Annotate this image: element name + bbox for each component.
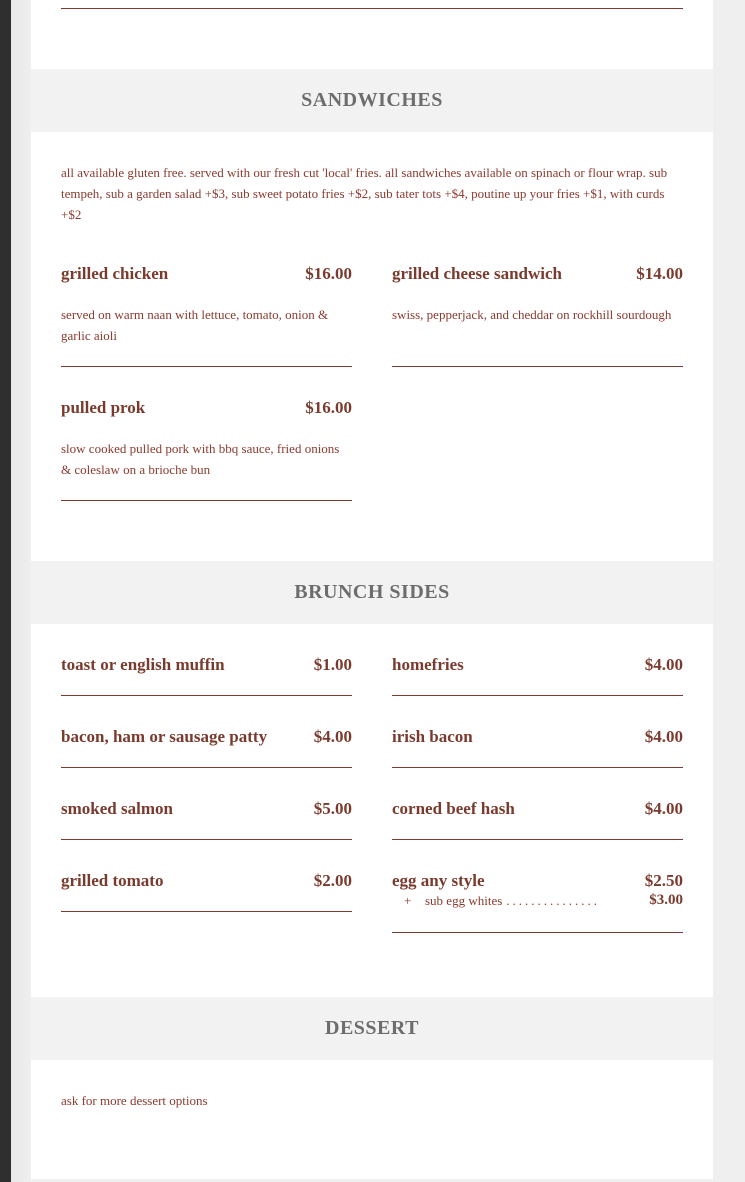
menu-item-name: bacon, ham or sausage patty [61, 727, 268, 746]
menu-item-price: $16.00 [305, 398, 352, 417]
divider [61, 767, 352, 768]
option-leader-dots: ............... [506, 893, 601, 908]
menu-item-name: toast or english muffin [61, 655, 225, 674]
sandwiches-note: all available gluten free. served with our fresh cut 'local' fries. all sandwiches available on spinach or flour wrap. sub tempeh, sub a garden salad +$3, sub sweet potato fries +$2, sub tater tots +$4, poutine up your fries +$1, with curds +$2 [61, 165, 668, 222]
option-price: $3.00 [649, 892, 683, 908]
section-header-dessert [31, 997, 713, 1060]
menu-item-price: $2.50 [644, 871, 683, 890]
menu-item-price: $14.00 [636, 264, 683, 283]
divider [61, 695, 352, 696]
section-title-sandwiches: SANDWICHES [301, 89, 443, 111]
left-edge [0, 0, 11, 1182]
menu-item-description: served on warm naan with lettuce, tomato, onion & garlic aioli [61, 307, 329, 343]
section-title-brunch-sides: BRUNCH SIDES [294, 581, 450, 603]
section-header-brunch-sides [31, 561, 713, 624]
menu-item-name: corned beef hash [392, 799, 515, 818]
divider [61, 8, 683, 9]
menu-item-price: $4.00 [313, 727, 352, 746]
previous-section-card [31, 0, 713, 69]
divider [392, 366, 683, 367]
divider [392, 767, 683, 768]
menu-item-price: $4.00 [644, 655, 683, 674]
divider [61, 500, 352, 501]
menu-item-description: slow cooked pulled pork with bbq sauce, fried onions & coleslaw on a brioche bun [61, 441, 340, 477]
menu-item-name: pulled prok [61, 398, 146, 417]
menu-item-price: $1.00 [313, 655, 352, 674]
menu-item-description: swiss, pepperjack, and cheddar on rockhill sourdough [392, 307, 672, 322]
menu-item-price: $4.00 [644, 727, 683, 746]
dessert-card [31, 1060, 713, 1179]
menu-item-name: grilled tomato [61, 871, 164, 890]
menu-item-price: $4.00 [644, 799, 683, 818]
menu-item-name: smoked salmon [61, 799, 173, 818]
menu-item-name: egg any style [392, 871, 485, 890]
divider [392, 695, 683, 696]
option-marker: + [404, 893, 412, 908]
divider [61, 366, 352, 367]
divider [392, 839, 683, 840]
menu-item-name: irish bacon [392, 727, 473, 746]
menu-item-name: homefries [392, 655, 464, 674]
menu-item-price: $16.00 [305, 264, 352, 283]
menu-item-name: grilled cheese sandwich [392, 264, 562, 283]
divider [61, 839, 352, 840]
option-label: sub egg whites [425, 893, 503, 908]
menu-item-name: grilled chicken [61, 264, 169, 283]
divider [61, 911, 352, 912]
menu-item-price: $5.00 [313, 799, 352, 818]
menu-item-price: $2.00 [313, 871, 352, 890]
section-title-dessert: DESSERT [325, 1017, 419, 1039]
section-header-sandwiches [31, 69, 713, 132]
divider [392, 932, 683, 933]
dessert-note: ask for more dessert options [61, 1093, 208, 1108]
